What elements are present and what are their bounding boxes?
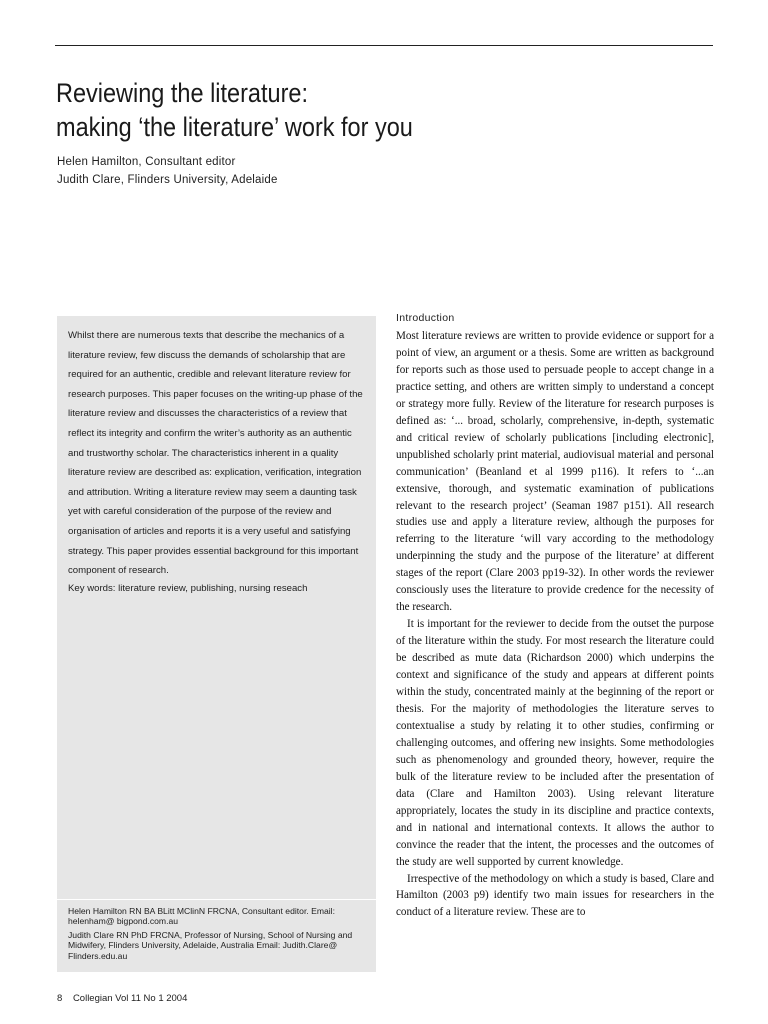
title-line-2: making ‘the literature’ work for you (56, 112, 413, 142)
author-1: Helen Hamilton, Consultant editor (57, 156, 236, 168)
abstract-text: Whilst there are numerous texts that describe the mechanics of a literature review, few discuss the demands of scholarship that are required for an authentic, credible and relevant literature review for research purposes. This paper focuses on the writing-up phase of the literature review and discusses the characteristics of a review that reflect its integrity and confirm the writer’s authority as an authentic and trustworthy scholar. The characteristics inherent in a quality literature review are described as: explication, verification, integration and attribution. Writing a literature review may seem a daunting task yet with careful consideration of the purpose of the review and organisation of articles and reports it is a very useful and satisfying strategy. This paper provides essential background for this important component of research. (68, 330, 363, 577)
body-paragraph-2: It is important for the reviewer to decide from the outset the purpose of the literature within the study. For most research the literature could be described as mute data (Richardson 2000) which underpins the context and significance of the study and appears at different points within the study, concentrated mainly at the beginning of the report or thesis. For the majority of methodologies the literature serves to contextualise a study by relating it to other studies, confirming or challenging outcomes, and offering new insights. Some methodologies such as phenomenology and grounded theory, however, require the bulk of the literature review to be included after the presentation of data (Clare and Hamilton 2003). Using relevant literature appropriately, locates the study in its discipline and practice contexts, and in national and international contexts. It allows the author to convince the reader that the intent, the processes and the outcomes of the study are well supported by current knowledge. (396, 618, 714, 868)
keywords: Key words: literature review, publishing, nursing reseach (68, 583, 308, 594)
top-rule (55, 45, 713, 46)
article-title (56, 76, 630, 144)
author-2: Judith Clare, Flinders University, Adelaide (57, 173, 278, 186)
abstract-divider (57, 899, 376, 900)
page-number: 8 (57, 993, 63, 1004)
section-heading-introduction: Introduction (396, 312, 455, 324)
body-paragraph-3: Irrespective of the methodology on which a study is based, Clare and Hamilton (2003 p9) identify two main issues for researchers in the conduct of a literature review. These are to (396, 872, 714, 919)
author-list (57, 154, 278, 189)
body-paragraph-1: Most literature reviews are written to provide evidence or support for a point of view, an argument or a thesis. Some are written as background for reports such as those used to persuade people to accept change in a practice setting, and others are written simply to understand a concept or strategy more fully. Review of the literature for research purposes is defined as: ‘... broad, scholarly, comprehensive, in-depth, systematic and critical review of scholarly publications [including electronic], unpublished scholarly print material, audiovisual material and personal communication’ (Beanland et al 1999 p116). It refers to ‘...an extensive, thorough, and systematic examination of publications relevant to the research project’ (Seaman 1987 p151). All research studies use and apply a literature review, although the purposes for referring to the literature ‘will vary according to the methodology underpinning the study and the purpose of the literature’ at different stages of the report (Clare 2003 pp19-32). In other words the reviewer consciously uses the literature to provide credence for the necessity of the research. (396, 330, 714, 614)
abstract-box (57, 316, 376, 972)
title-line-1: Reviewing the literature: (56, 78, 309, 108)
affiliation-2: Judith Clare RN PhD FRCNA, Professor of Nursing, School of Nursing and Midwifery, Flinders University, Adelaide, Australia Email: Judith.Clare@ Flinders.edu.au (68, 929, 353, 961)
journal-citation: Collegian Vol 11 No 1 2004 (72, 993, 188, 1004)
affiliation-1: Helen Hamilton RN BA BLitt MClinN FRCNA, Consultant editor. Email: helenham@ bigpond.com.au (68, 906, 335, 927)
author-affiliations (68, 906, 368, 964)
page-footer (57, 993, 187, 1004)
body-text-column (396, 328, 714, 921)
